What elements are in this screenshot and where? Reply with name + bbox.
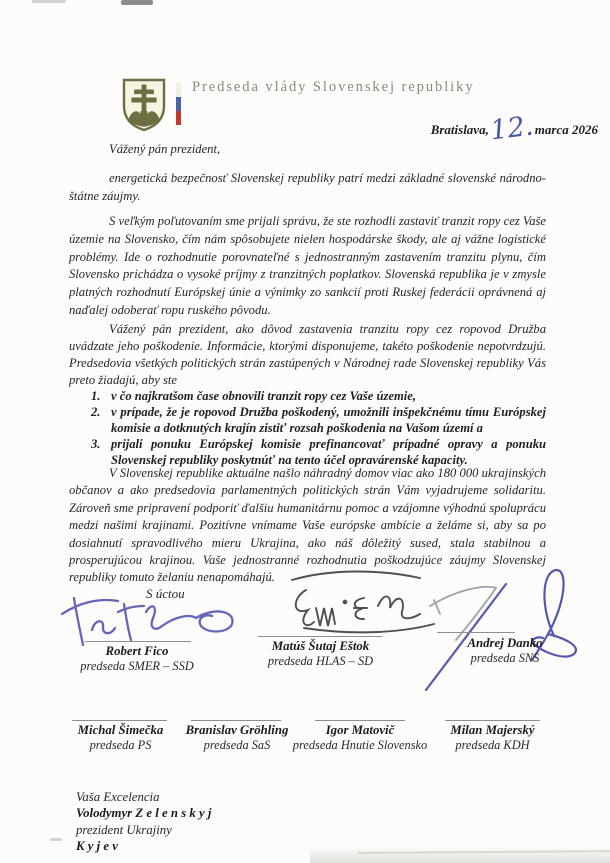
demand-text: prijali ponuku Európskej komisie prefinancovať prípadné opravy a ponuku Slovenskej republiky poskytnúť na tento účel opravárenské kapacity. [111, 437, 546, 468]
signatory-role: predseda PS [89, 738, 152, 752]
signatory-majersky [430, 723, 555, 753]
signatory-role: predseda SaS [203, 738, 271, 752]
demand-text: v prípade, že je ropovod Družba poškodený, umožnili inšpekčnému tímu Európskej komisie a dotknutých krajín zistiť rozsah poškodenia na Vašom území a [111, 405, 546, 436]
grohling-signature-line [191, 720, 281, 721]
signatory-danko [440, 636, 570, 666]
recipient-city: K y j e v [76, 839, 118, 854]
signatory-role: predseda SNS [470, 651, 540, 665]
signatory-simecka [58, 723, 183, 753]
signatory-name: Matúš Šutaj Eštok [271, 639, 370, 653]
demand-number: 3. [91, 437, 101, 452]
handwritten-day: 12. [488, 110, 535, 147]
signatory-role: predseda HLAS – SD [267, 654, 374, 668]
paragraph-solidarity: V Slovenskej republike aktuálne našlo náhradný domov viac ako 180 000 ukrajinských občanov a ako predsedovia parlamentných politických strán Vám vyjadrujeme solidaritu. Zároveň sme pripravení podporiť ďalšiu humanitárnu pomoc a vzájomne výhodnú spoluprácu medzi našimi krajinami. Pozitívne vnímame Vaše európske ambície a želáme si, aby sa po dosiahnutí spravodlivého mieru Ukrajina, ako náš dôležitý sused, stala stabilnou a prosperujúcou krajinou. Vaše jednostranné rozhodnutia poškodzujúce záujmy Slovenskej republiky tomuto želaniu nenapomáhajú. [69, 466, 546, 585]
recipient-title: prezident Ukrajiny [76, 822, 172, 837]
demand-item-3 [91, 436, 546, 468]
flag-blue-stripe [176, 97, 181, 111]
flag-red-stripe [176, 111, 181, 125]
signatory-grohling [176, 723, 298, 753]
signatory-name: Robert Fico [105, 644, 169, 658]
flag-tricolor-bar-icon [176, 83, 181, 125]
scan-shadow [50, 838, 62, 841]
signatory-name: Branislav Gröhling [185, 723, 289, 737]
recipient-block [76, 789, 211, 855]
recipient-name: Volodymyr Z e l e n s k y j [76, 806, 212, 821]
closing-salutation: S úctou [146, 586, 185, 601]
paragraph-transit-stop: S veľkým poľutovaním sme prijali správu, že ste rozhodli zastaviť tranzit ropy cez Vaše územie na Slovensko, čím nám spôsobujete nielen hospodárske škody, ale aj vážne logistické problémy. Ide o rozhodnutie porovnateľné s jednostranným zastavením tranzitu plynu, čím Slovensko prichádza o vysoké príjmy z tranzitných poplatkov. Slovenská republika je v zmysle platných rozhodnutí Európskej únie a výnimky zo sankcií proti Ruskej federácii oprávnená aj naďalej odoberať ropu ruského pôvodu. [69, 214, 546, 317]
scan-shadow [310, 847, 610, 863]
matovic-signature-line [315, 720, 405, 721]
demand-text: v čo najkratšom čase obnovili tranzit ropy cez Vaše územie, [111, 389, 417, 403]
scan-smudge [32, 0, 66, 3]
danko-signature-line [437, 632, 515, 633]
flag-white-stripe [176, 83, 181, 97]
recipient-honorific: Vaša Excelencia [76, 790, 160, 804]
sutaj-estok-signature-line [258, 636, 382, 637]
simecka-signature-line [72, 720, 167, 721]
salutation: Vážený pán prezident, [109, 142, 221, 156]
signatory-sutaj-estok [243, 639, 398, 669]
demand-number: 1. [91, 389, 101, 403]
demand-item-2 [91, 404, 546, 436]
signatory-name: Igor Matovič [325, 723, 395, 737]
paragraph-druzhba-damage: Vážený pán prezident, ako dôvod zastavenia tranzitu ropy cez ropovod Družba uvádzate jeho poškodenie. Informácie, ktorými disponujeme, takéto poškodenie nepotvrdzujú. Predsedovia všetkých politických strán zastúpených v Národnej rade Slovenskej republiky Vás preto žiadajú, aby ste [69, 322, 546, 387]
dateline-city: Bratislava, [430, 122, 489, 137]
slovak-coat-of-arms-icon [122, 78, 166, 132]
signatory-name: Andrej Danko [467, 636, 543, 650]
signatory-role: predseda KDH [455, 738, 530, 752]
signatory-name: Milan Majerský [450, 723, 535, 737]
paragraph-energy-security: energetická bezpečnosť Slovenskej republiky patrí medzi základné slovenské národno-štátne záujmy. [69, 171, 546, 203]
demand-number: 2. [91, 405, 101, 420]
signatory-name: Michal Šimečka [77, 723, 164, 737]
demand-item-1 [91, 388, 546, 404]
scan-smudge [121, 0, 153, 5]
signatory-matovic [288, 723, 432, 753]
signatory-role: predseda Hnutie Slovensko [292, 738, 428, 752]
dateline-month-year: marca 2026 [534, 122, 598, 137]
majersky-signature-line [445, 720, 540, 721]
signatory-fico [62, 644, 212, 674]
demand-list [91, 388, 546, 468]
dateline [370, 110, 598, 147]
letterhead-title: Predseda vlády Slovenskej republiky [192, 79, 475, 95]
fico-signature-line [85, 641, 191, 642]
signatory-role: predseda SMER – SSD [80, 659, 194, 673]
